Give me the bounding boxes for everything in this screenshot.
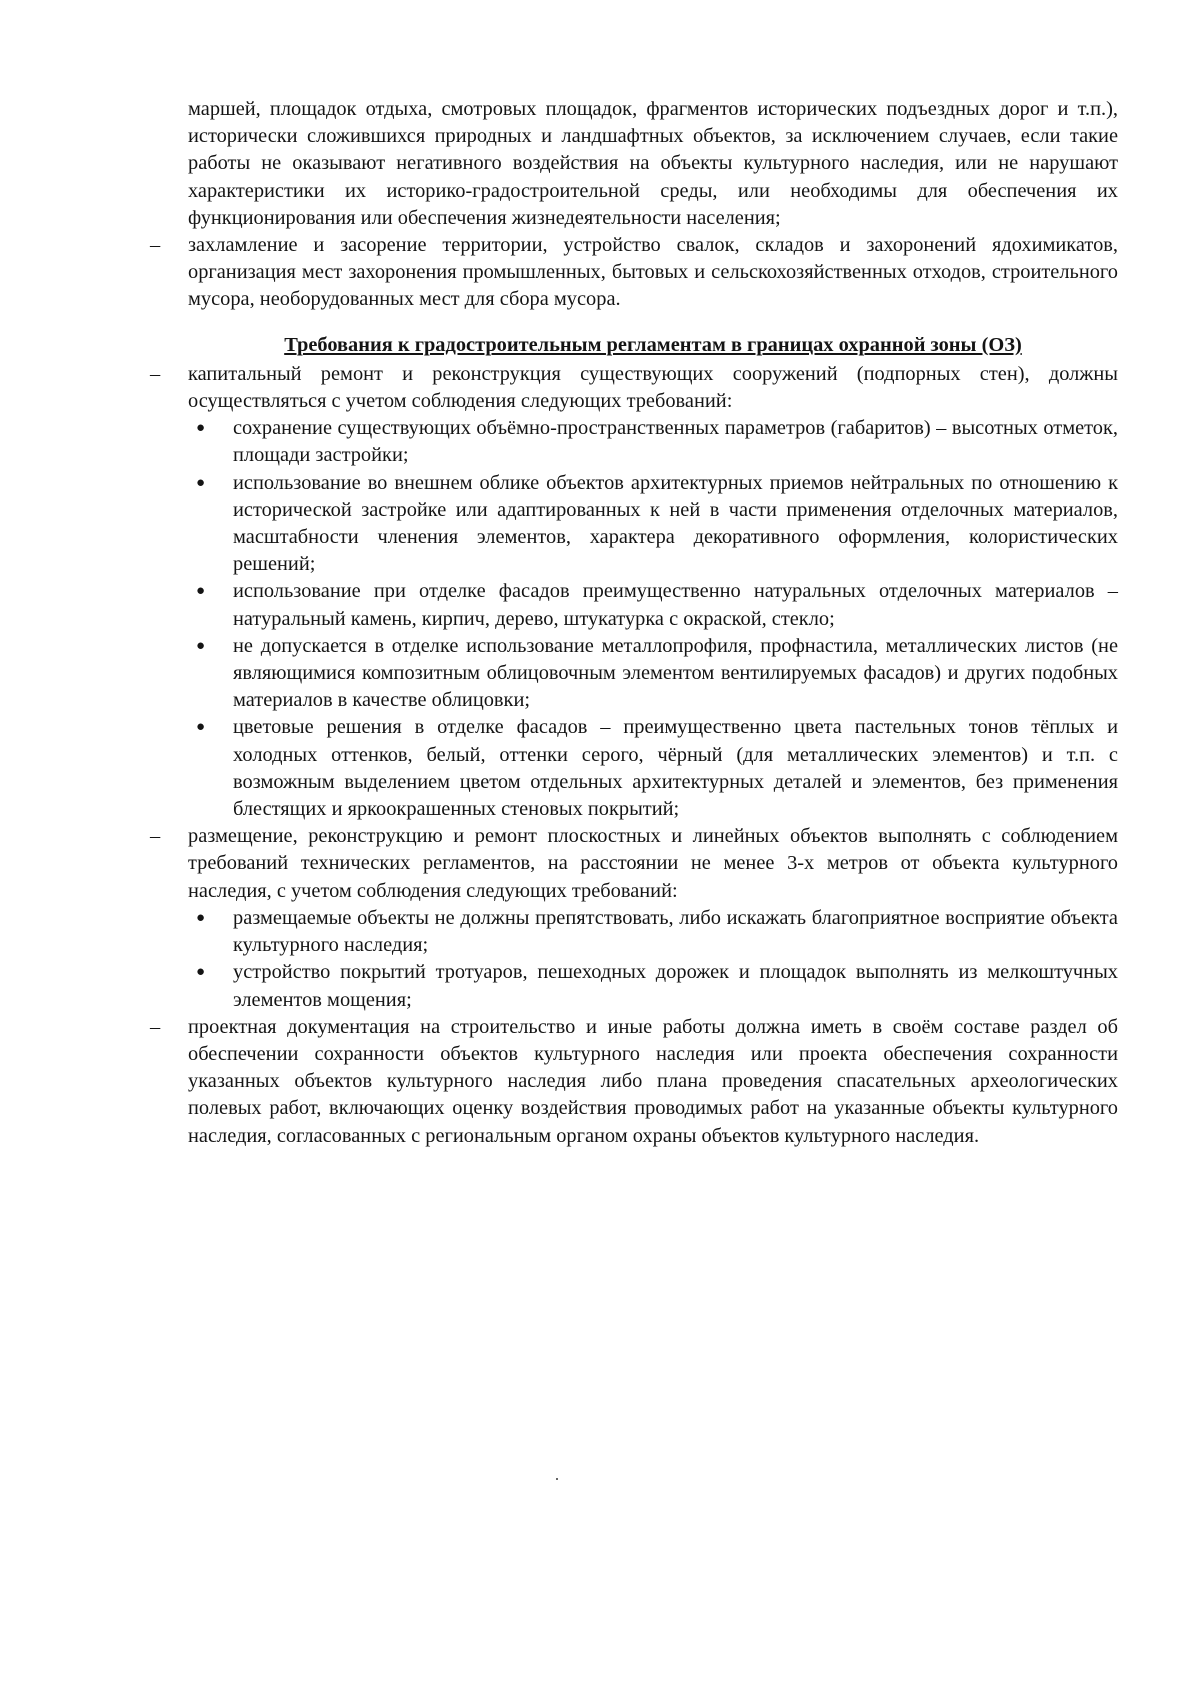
bullet-text: использование во внешнем облике объектов архитектурных приемов нейтральных по отношению к исторической застройке или адаптированных к ней в части применения отделочных материалов, масштабности членения элементов, характера декоративного оформления, колористических решений; xyxy=(233,471,1118,576)
list-item-text: размещение, реконструкцию и ремонт плоскостных и линейных объектов выполнять с соблюдением требований технических регламентов, на расстоянии не менее 3-х метров от объекта культурного наследия, с учетом соблюдения следующих требований: xyxy=(188,825,1118,902)
bullet-marker: ● xyxy=(196,964,206,981)
list-item-text: проектная документация на строительство и иные работы должна иметь в своём составе раздел об обеспечении сохранности объектов культурного наследия или проекта обеспечения сохранности указанных объектов культурного наследия либо плана проведения спасательных археологических полевых работ, включающих оценку воздействия проводимых работ на указанные объекты культурного наследия, согласованных с региональным органом охраны объектов культурного наследия. xyxy=(188,1015,1118,1147)
bullet-item xyxy=(196,470,1118,579)
bullet-marker: ● xyxy=(196,719,206,736)
bullet-marker: ● xyxy=(196,474,206,491)
paragraph-intro-continuation xyxy=(188,96,1118,232)
dash-marker: – xyxy=(150,362,161,385)
bullet-marker: ● xyxy=(196,583,206,600)
list-item-waste xyxy=(150,232,1118,314)
bullet-item xyxy=(196,633,1118,715)
list-item-placement xyxy=(150,823,1118,905)
scan-speck xyxy=(556,1478,558,1480)
bullet-text: сохранение существующих объёмно-пространственных параметров (габаритов) – высотных отметок, площади застройки; xyxy=(233,417,1118,467)
bullet-item xyxy=(196,959,1118,1013)
bullet-text: устройство покрытий тротуаров, пешеходных дорожек и площадок выполнять из мелкоштучных элементов мощения; xyxy=(233,961,1118,1011)
bullet-item xyxy=(196,905,1118,959)
bullet-item xyxy=(196,714,1118,823)
dash-marker: – xyxy=(150,1015,161,1038)
paragraph-text: маршей, площадок отдыха, смотровых площадок, фрагментов исторических подъездных дорог и т.п.), исторически сложившихся природных и ландшафтных объектов, за исключением случаев, если такие работы не оказывают негативного воздействия на объекты культурного наследия, или не нарушают характеристики их историко-градостроительной среды, или необходимы для обеспечения их функционирования или обеспечения жизнедеятельности населения; xyxy=(188,98,1118,229)
list-item-text: капитальный ремонт и реконструкция существующих сооружений (подпорных стен), должны осуществляться с учетом соблюдения следующих требований: xyxy=(188,362,1118,413)
list-item-text: захламление и засорение территории, устройство свалок, складов и захоронений ядохимикатов, организация мест захоронения промышленных, бытовых и сельскохозяйственных отходов, строительного мусора, необорудованных мест для сбора мусора. xyxy=(188,234,1118,311)
dash-marker: – xyxy=(150,825,161,848)
bullet-item xyxy=(196,415,1118,469)
bullet-marker: ● xyxy=(196,909,206,926)
bullet-text: не допускается в отделке использование металлопрофиля, профнастила, металлических листов (не являющимися композитным облицовочным элементом вентилируемых фасадов) и других подобных материалов в качестве облицовки; xyxy=(233,634,1118,712)
bullet-text: цветовые решения в отделке фасадов – преимущественно цвета пастельных тонов тёплых и холодных оттенков, белый, оттенки серого, чёрный (для металлических элементов) и т.п. с возможным выделением цветом отдельных архитектурных деталей и элементов, без применения блестящих и яркоокрашенных стеновых покрытий; xyxy=(233,716,1118,821)
section-heading: Требования к градостроительным регламентам в границах охранной зоны (ОЗ) xyxy=(284,333,1022,356)
list-item-documentation xyxy=(150,1014,1118,1150)
bullet-text: использование при отделке фасадов преимущественно натуральных отделочных материалов – натуральный камень, кирпич, дерево, штукатурка с окраской, стекло; xyxy=(233,580,1118,630)
bullet-item xyxy=(196,578,1118,632)
dash-marker: – xyxy=(150,234,161,257)
document-body xyxy=(150,96,1118,1150)
bullet-marker: ● xyxy=(196,637,206,654)
bullet-text: размещаемые объекты не должны препятствовать, либо искажать благоприятное восприятие объекта культурного наследия; xyxy=(233,906,1118,957)
list-item-repair xyxy=(150,361,1118,415)
bullet-marker: ● xyxy=(196,420,206,437)
